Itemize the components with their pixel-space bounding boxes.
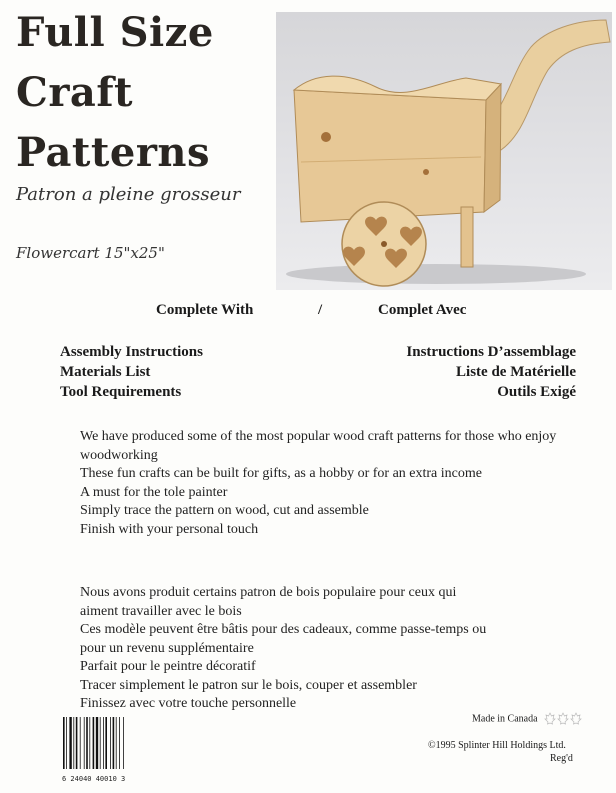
feature-french-item: Outils Exigé	[497, 384, 576, 400]
description-line: Ces modèle peuvent être bâtis pour des cadeaux, comme passe-temps ou	[80, 622, 487, 637]
complete-with-label: Complete With	[156, 302, 254, 318]
description-line: A must for the tole painter	[80, 484, 228, 500]
product-photo	[276, 12, 612, 290]
description-french	[80, 584, 486, 714]
feature-french-item: Liste de Matérielle	[456, 364, 576, 380]
feature-english-item: Tool Requirements	[60, 384, 182, 400]
description-line: aiment travailler avec le bois	[80, 603, 242, 619]
title-line-1: Full Size	[16, 9, 214, 56]
registered-text: Reg'd	[550, 753, 573, 764]
description-line: pour un revenu supplémentaire	[80, 640, 254, 656]
title-line-3: Patterns	[16, 129, 210, 176]
barcode-bars	[62, 717, 128, 769]
made-in-label: Made in Canada	[472, 713, 538, 725]
feature-french-item: Instructions D’assemblage	[406, 344, 576, 360]
description-line: We have produced some of the most popular wood craft patterns for those who enjoy	[80, 429, 557, 444]
made-in-canada-line	[472, 712, 582, 726]
description-line: Finissez avec votre touche personnelle	[80, 696, 297, 711]
features-french	[406, 342, 576, 402]
barcode-number: 6 24040 40010 3	[62, 775, 126, 783]
description-line: Simply trace the pattern on wood, cut and assemble	[80, 503, 369, 518]
feature-english-item: Assembly Instructions	[60, 344, 203, 360]
description-line: Finish with your personal touch	[80, 521, 259, 537]
features-english	[60, 342, 203, 402]
description-line: Parfait pour le peintre décoratif	[80, 659, 256, 674]
copyright-text: ©1995 Splinter Hill Holdings Ltd.	[428, 740, 566, 751]
description-line: Nous avons produit certains patron de bois populaire pour ceux qui	[80, 585, 457, 600]
flower-cart-image	[276, 12, 612, 290]
description-line: woodworking	[80, 447, 158, 463]
description-english	[80, 428, 556, 539]
description-line: Tracer simplement le patron sur le bois, couper et assembler	[80, 677, 417, 693]
description-line: These fun crafts can be built for gifts, as a hobby or for an extra income	[80, 466, 482, 481]
subtitle-french: Patron a pleine grosseur	[16, 184, 241, 205]
barcode	[62, 717, 128, 783]
feature-english-item: Materials List	[60, 364, 151, 380]
complet-avec-label: Complet Avec	[378, 302, 467, 318]
complete-separator: /	[318, 302, 323, 318]
title-line-2: Craft	[16, 69, 134, 116]
maple-leaf-logo	[544, 712, 582, 726]
product-name: Flowercart 15"x25"	[16, 244, 165, 262]
